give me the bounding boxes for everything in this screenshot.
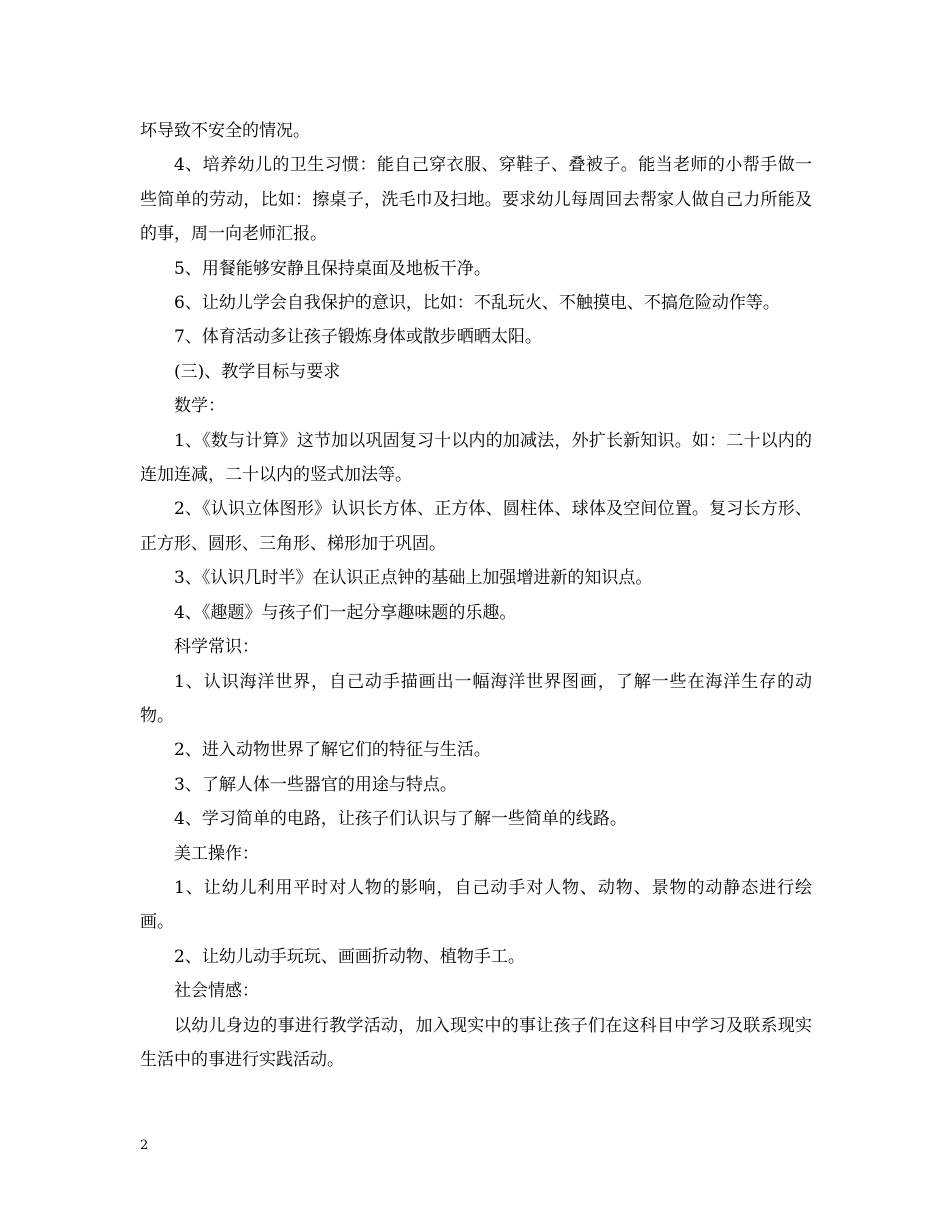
paragraph: 2、《认识立体图形》认识长方体、正方体、圆柱体、球体及空间位置。复习长方形、正方形、圆形、三角形、梯形加于巩固。	[140, 499, 812, 554]
paragraph: 6、让幼儿学会自我保护的意识，比如：不乱玩火、不触摸电、不搞危险动作等。	[174, 293, 780, 314]
paragraph: 1、认识海洋世界，自己动手描画出一幅海洋世界图画，了解一些在海洋生存的动物。	[140, 671, 812, 726]
paragraph: 4、培养幼儿的卫生习惯：能自己穿衣服、穿鞋子、叠被子。能当老师的小帮手做一些简单的劳动，比如：擦桌子，洗毛巾及扫地。要求幼儿每周回去帮家人做自己力所能及的事，周一向老师汇报。	[140, 155, 812, 245]
subject-heading-math: 数学：	[174, 396, 225, 417]
page-number: 2	[140, 1138, 149, 1153]
subject-heading-science: 科学常识：	[174, 637, 259, 658]
paragraph: 3、了解人体一些器官的用途与特点。	[174, 774, 457, 795]
paragraph: 以幼儿身边的事进行教学活动，加入现实中的事让孩子们在这科目中学习及联系现实生活中的事进行实践活动。	[140, 1015, 812, 1070]
paragraph: 3、《认识几时半》在认识正点钟的基础上加强增进新的知识点。	[174, 568, 653, 589]
paragraph: 2、让幼儿动手玩玩、画画折动物、植物手工。	[174, 946, 525, 967]
paragraph: 4、学习简单的电路，让孩子们认识与了解一些简单的线路。	[174, 809, 627, 830]
paragraph: 7、体育活动多让孩子锻炼身体或散步晒晒太阳。	[174, 327, 542, 348]
paragraph: 坏导致不安全的情况。	[140, 121, 310, 141]
paragraph: 4、《趣题》与孩子们一起分享趣味题的乐趣。	[174, 602, 517, 623]
subject-heading-social: 社会情感：	[174, 981, 259, 1002]
subject-heading-art: 美工操作：	[174, 843, 259, 864]
document-body	[140, 114, 812, 1077]
paragraph: 1、《数与计算》这节加以巩固复习十以内的加减法，外扩长新知识。如：二十以内的连加连减，二十以内的竖式加法等。	[140, 430, 812, 486]
paragraph: 2、进入动物世界了解它们的特征与生活。	[174, 740, 491, 761]
paragraph: 1、让幼儿利用平时对人物的影响，自己动手对人物、动物、景物的动静态进行绘画。	[140, 877, 812, 933]
section-heading: (三)、教学目标与要求	[174, 361, 341, 382]
paragraph: 5、用餐能够安静且保持桌面及地板干净。	[174, 258, 491, 279]
